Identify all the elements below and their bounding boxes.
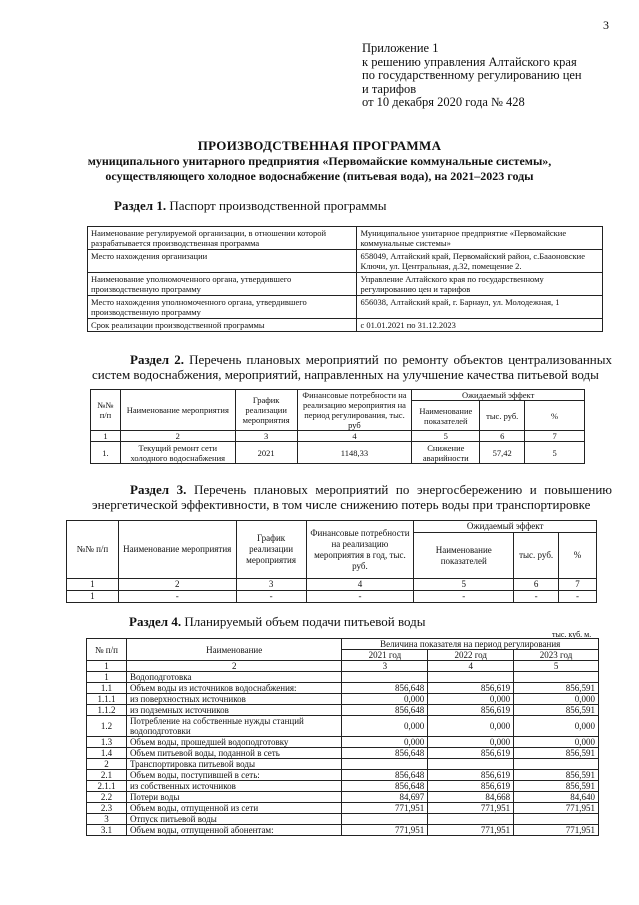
section1-label: Раздел 1. [114, 198, 167, 213]
row-number: 2 [87, 759, 127, 770]
section4-title: Планируемый объем подачи питьевой воды [184, 614, 426, 629]
appendix-line: Приложение 1 [362, 41, 439, 55]
row-name: Потребление на собственные нужды станций водоподготовки [126, 716, 342, 737]
row-value: 856,648 [342, 683, 428, 694]
column-number: 6 [480, 431, 525, 442]
column-number: 7 [525, 431, 585, 442]
row-value [514, 759, 599, 770]
row-number: 1.1.2 [87, 705, 127, 716]
row-value: 856,619 [428, 770, 514, 781]
row-value: 0,000 [514, 694, 599, 705]
header-year-2022: 2022 год [428, 650, 514, 661]
table-row [88, 250, 603, 273]
table-row [87, 737, 599, 748]
header-finance: Финансовые потребности на реализацию мероприятия в год, тыс. руб. [306, 521, 414, 579]
section3-title: Перечень плановых мероприятий по энергосбережению и повышению энергетической эффективности, в том числе снижению потерь воды при транспортировке [92, 482, 612, 512]
appendix-line: и тарифов [362, 81, 417, 96]
header-thousand-rub: тыс. руб. [480, 401, 525, 431]
table-row [87, 770, 599, 781]
header-num: № п/п [87, 639, 127, 661]
row-number: 2.3 [87, 803, 127, 814]
row-value: 771,951 [514, 825, 599, 836]
row-value: 856,619 [428, 781, 514, 792]
row-value: 771,951 [428, 803, 514, 814]
section2-label: Раздел 2. [130, 352, 184, 367]
passport-field-label: Место нахождения уполномоченного органа, утвердившего производственную программу [88, 296, 357, 319]
column-number: 2 [126, 661, 342, 672]
passport-field-value: Управление Алтайского края по государственному регулированию цен и тарифов [357, 273, 603, 296]
header-effect: Ожидаемый эффект [412, 390, 585, 401]
table-row [87, 825, 599, 836]
row-name: из поверхностных источников [126, 694, 342, 705]
column-number: 3 [342, 661, 428, 672]
row-value: 0,000 [514, 737, 599, 748]
row-number: 1.3 [87, 737, 127, 748]
table-cell: - [306, 591, 414, 603]
table-row [87, 759, 599, 770]
header-effect: Ожидаемый эффект [414, 521, 597, 533]
row-value: 0,000 [428, 694, 514, 705]
row-value: 0,000 [428, 737, 514, 748]
appendix-block [362, 42, 582, 110]
row-name: из собственных источников [126, 781, 342, 792]
row-value: 856,648 [342, 781, 428, 792]
row-number: 1.2 [87, 716, 127, 737]
table-row [88, 319, 603, 332]
passport-field-label: Наименование регулируемой организации, в отношении которой разрабатывается производственная программа [88, 227, 357, 250]
row-value: 856,648 [342, 705, 428, 716]
passport-table [87, 226, 603, 332]
passport-field-value: 658049, Алтайский край, Первомайский район, с.Бааоновские Ключи, ул. Центральная, д.32, помещение 2. [357, 250, 603, 273]
row-value [514, 672, 599, 683]
table-row [87, 694, 599, 705]
column-number: 5 [514, 661, 599, 672]
appendix-line: к решению управления Алтайского края [362, 54, 577, 69]
row-value: 856,619 [428, 748, 514, 759]
column-number: 2 [118, 579, 236, 591]
table-cell: 1. [91, 442, 121, 464]
table-row [87, 716, 599, 737]
column-number: 4 [306, 579, 414, 591]
appendix-line: по государственному регулированию цен [362, 68, 582, 82]
section1-heading [114, 198, 386, 213]
column-number: 1 [67, 579, 119, 591]
table-cell: - [514, 591, 559, 603]
column-number: 5 [412, 431, 480, 442]
row-value [428, 814, 514, 825]
passport-field-value: 656038, Алтайский край, г. Барнаул, ул. Молодежная, 1 [357, 296, 603, 319]
row-value: 0,000 [428, 716, 514, 737]
table-cell: Текущий ремонт сети холодного водоснабжения [120, 442, 235, 464]
column-number-row [91, 431, 585, 442]
row-name: Объем воды, отпущенной из сети [126, 803, 342, 814]
row-value: 0,000 [342, 694, 428, 705]
table-cell: 1 [67, 591, 119, 603]
header-year-2023: 2023 год [514, 650, 599, 661]
section2-title: Перечень плановых мероприятий по ремонту объектов централизованных систем водоснабжения, мероприятий, направленных на улучшение качества питьевой воды [92, 352, 612, 382]
row-value: 856,648 [342, 748, 428, 759]
table-row [87, 803, 599, 814]
unit-label: тыс. куб. м. [552, 630, 592, 639]
row-value: 771,951 [342, 825, 428, 836]
document-subtitle-line2: осуществляющего холодное водоснабжение (питьевая вода), на 2021–2023 годы [105, 169, 534, 183]
table-cell: - [236, 591, 306, 603]
row-value [342, 759, 428, 770]
header-name: Наименование [126, 639, 342, 661]
header-num: №№ п/п [67, 521, 119, 579]
section1-title: Паспорт производственной программы [169, 198, 387, 213]
row-value: 856,591 [514, 770, 599, 781]
column-number: 5 [414, 579, 514, 591]
column-number: 3 [235, 431, 297, 442]
row-value: 856,591 [514, 748, 599, 759]
document-subtitle-line1: муниципального унитарного предприятия «Первомайские коммунальные системы», [87, 154, 552, 168]
section3-heading [92, 482, 612, 512]
passport-field-label: Срок реализации производственной программы [88, 319, 357, 332]
water-supply-volume-table [86, 638, 599, 836]
table-cell: 57,42 [480, 442, 525, 464]
column-number: 4 [297, 431, 412, 442]
row-value [342, 814, 428, 825]
header-thousand-rub: тыс. руб. [514, 533, 559, 579]
row-number: 1.4 [87, 748, 127, 759]
column-number: 2 [120, 431, 235, 442]
passport-field-label: Наименование уполномоченного органа, утвердившего производственную программу [88, 273, 357, 296]
title-block [0, 138, 639, 184]
document-title: ПРОИЗВОДСТВЕННАЯ ПРОГРАММА [197, 138, 442, 153]
table-cell: 2021 [235, 442, 297, 464]
row-name: Объем воды, поступившей в сеть: [126, 770, 342, 781]
row-name: Водоподготовка [126, 672, 342, 683]
column-number: 3 [236, 579, 306, 591]
table-cell: 1148,33 [297, 442, 412, 464]
header-year-2021: 2021 год [342, 650, 428, 661]
row-number: 2.1 [87, 770, 127, 781]
header-period: Величина показателя на период регулирования [342, 639, 599, 650]
table-row [87, 781, 599, 792]
row-value: 856,591 [514, 705, 599, 716]
table-cell: - [414, 591, 514, 603]
page-number: 3 [603, 18, 609, 32]
row-name: Отпуск питьевой воды [126, 814, 342, 825]
row-value: 771,951 [514, 803, 599, 814]
section4-heading [129, 614, 426, 629]
section4-label: Раздел 4. [129, 614, 182, 629]
table-row [87, 792, 599, 803]
table-row [88, 227, 603, 250]
row-number: 2.2 [87, 792, 127, 803]
table-row [87, 705, 599, 716]
header-schedule: График реализации мероприятия [236, 521, 306, 579]
table-cell: - [118, 591, 236, 603]
column-number: 1 [91, 431, 121, 442]
row-value: 84,640 [514, 792, 599, 803]
header-indicator: Наименование показателей [414, 533, 514, 579]
header-indicator: Наименование показателей [412, 401, 480, 431]
passport-field-value: с 01.01.2021 по 31.12.2023 [357, 319, 603, 332]
table-cell: Снижение аварийности [412, 442, 480, 464]
row-name: Транспортировка питьевой воды [126, 759, 342, 770]
header-finance: Финансовые потребности на реализацию мероприятия на период регулирования, тыс. руб [297, 390, 412, 431]
row-number: 3 [87, 814, 127, 825]
row-value: 0,000 [514, 716, 599, 737]
row-value: 856,591 [514, 683, 599, 694]
section2-heading [92, 352, 612, 382]
table-row [87, 672, 599, 683]
energy-saving-table [66, 520, 597, 603]
column-number: 4 [428, 661, 514, 672]
row-value: 771,951 [428, 825, 514, 836]
row-name: Объем воды, отпущенной абонентам: [126, 825, 342, 836]
row-number: 1 [87, 672, 127, 683]
table-row [88, 296, 603, 319]
row-number: 1.1 [87, 683, 127, 694]
row-value: 0,000 [342, 737, 428, 748]
column-number: 1 [87, 661, 127, 672]
header-percent: % [559, 533, 597, 579]
row-value: 84,697 [342, 792, 428, 803]
passport-field-value: Муниципальное унитарное предприятие «Первомайские коммунальные системы» [357, 227, 603, 250]
row-value: 856,648 [342, 770, 428, 781]
table-row [67, 591, 597, 603]
table-row [87, 814, 599, 825]
header-num: №№ п/п [91, 390, 121, 431]
header-name: Наименование мероприятия [118, 521, 236, 579]
row-value: 856,591 [514, 781, 599, 792]
passport-field-label: Место нахождения организации [88, 250, 357, 273]
row-value [514, 814, 599, 825]
row-value: 0,000 [342, 716, 428, 737]
row-value: 771,951 [342, 803, 428, 814]
row-name: Объем воды из источников водоснабжения: [126, 683, 342, 694]
column-number-row [67, 579, 597, 591]
table-row [87, 683, 599, 694]
table-row [91, 442, 585, 464]
repair-measures-table [90, 389, 585, 464]
header-name: Наименование мероприятия [120, 390, 235, 431]
table-row [87, 748, 599, 759]
column-number: 6 [514, 579, 559, 591]
row-number: 2.1.1 [87, 781, 127, 792]
row-name: из подземных источников [126, 705, 342, 716]
row-name: Объем питьевой воды, поданной в сеть [126, 748, 342, 759]
table-cell: 5 [525, 442, 585, 464]
appendix-line: от 10 декабря 2020 года № 428 [362, 95, 525, 109]
row-value [342, 672, 428, 683]
row-number: 3.1 [87, 825, 127, 836]
row-value: 856,619 [428, 683, 514, 694]
row-name: Объем воды, прошедшей водоподготовку [126, 737, 342, 748]
header-percent: % [525, 401, 585, 431]
column-number-row [87, 661, 599, 672]
table-row [88, 273, 603, 296]
table-cell: - [559, 591, 597, 603]
header-schedule: График реализации мероприятия [235, 390, 297, 431]
column-number: 7 [559, 579, 597, 591]
row-value: 856,619 [428, 705, 514, 716]
row-value [428, 759, 514, 770]
row-number: 1.1.1 [87, 694, 127, 705]
row-name: Потери воды [126, 792, 342, 803]
section3-label: Раздел 3. [130, 482, 187, 497]
row-value: 84,668 [428, 792, 514, 803]
row-value [428, 672, 514, 683]
